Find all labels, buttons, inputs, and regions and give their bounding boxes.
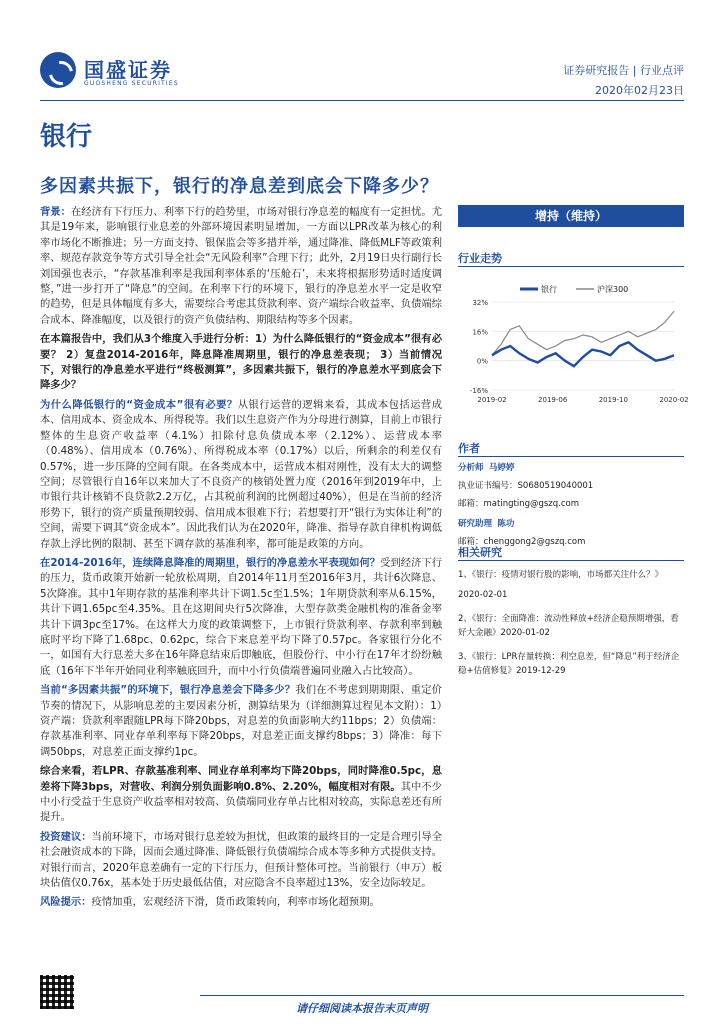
related-item[interactable]: 1、《银行：疫情对银行股的影响，市场都关注什么？》 [458,570,664,580]
trend-chart [458,278,689,408]
main-text [40,205,442,915]
legend-label-hs300: 沪深300 [597,285,629,294]
paragraph-risk: 风险提示：疫情加重，宏观经济下滑，货币政策转向，利率市场化超预期。 [40,896,380,909]
x-tick-label: 2019-02 [477,396,507,404]
paragraph-investment: 投资建议：当前环境下，市场对银行息差较为担忧，但政策的最终目的一定是合理引导全社会融资成本的下降，因而会通过降准、降低银行负债端综合成本等多种方式提供支持。对银行而言，2020年息差确有一定的下行压力，但预计整体可控。当前银行（申万）板块估值仅0.76x，基本处于历史最低估值，对应隐含不良率超过13%，安全边际较足。 [40,830,443,890]
footer-divider [200,995,684,996]
trend-heading: 行业走势 [458,252,502,265]
assistant-name: 陈功 [497,519,515,529]
paragraph-cost: 为什么降低银行的“资金成本”很有必要？从银行运营的逻辑来看，其成本包括运营成本、信用成本、资金成本、所得税等。我们以生息资产作为分母进行测算，目前上市银行整体的生息资产收益率（4.1%）扣除付息负债成本率（2.12%）、运营成本率（0.48%）、信用成本（0.76%）、所得税成本率（0.17%）以后，所剩余的利差仅有0.57%，进一步压降的空间有限。在各类成本中，运营成本相对刚性，没有太大的调整空间；尽管银行自16年以来加大了不良资产的核销处置力度（2016年到2019年中，上市银行共计核销不良贷款2.2万亿，占其税前利润的比例超过40%），但是在当前的经济形势下，银行的资产质量预期较弱、信用成本很难下行；若想要打开“银行为实体让利”的空间，需要下调其“资金成本”。因此我们认为在2020年，降准、指导存款自律机构调低存款上浮比例的限制、甚至下调存款的基准利率，都可能是政策的方向。 [40,398,443,550]
report-type: 证券研究报告 | 行业点评 [563,64,684,77]
related-heading: 相关研究 [458,546,502,559]
series-line-hs300 [492,311,674,355]
rating-badge: 增持（维持） [458,205,684,227]
related-divider [458,560,684,561]
paragraph-history: 在2014-2016年，连续降息降准的周期里，银行的净息差水平表现如何？受到经济下行的压力，货币政策开始新一轮放松周期，自2014年11月至2016年3月，共计6次降息、5次降准。其中1年期存款的基准利率共计下调1.5c至1.5%；1年期贷款利率从6.15%，共计下调1.65pc至4.35%。且在这期间央行5次降准，大型存款类金融机构的准备金率共计下调3pc至17%。在这样大力度的政策调整下，上市银行贷款利率、存款利率到触底时平均下降了1.68pc、0.62pc，综合下来息差平均下降了0.57pc。各家银行分化不一，如国有大行息差大多在16年降息结束后即触底，但股份行、中小行在17年才纷纷触底（16年下半年开始同业利率触底回升，而中小行负债端普遍同业融入占比较高）。 [40,556,442,677]
logo-text: 国盛证券 [84,58,172,82]
series-line-bank [492,342,674,366]
assistant-label: 研究助理 [458,519,493,529]
related-list [458,568,684,678]
logo-icon [40,52,76,88]
related-item[interactable]: 2、《银行：全面降准：流动性释放+经济企稳预期增强，看好大金融》2020-01-02 [458,614,679,638]
analyst-name: 马婷婷 [488,463,515,473]
authors-heading: 作者 [458,442,480,455]
report-date: 2020年02月23日 [595,84,684,97]
analyst-label: 分析师 [458,463,484,473]
authors-divider [458,456,684,457]
related-item[interactable]: 3、《银行：LPR存量转换：利空息差，但“降息”利于经济企稳+估值修复》2019-12-29 [458,652,680,676]
x-tick-label: 2019-06 [538,396,568,404]
paragraph-overview: 在本篇报告中，我们从3个维度入手进行分析：1）为什么降低银行的“资金成本”很有必要？ 2）复盘2014-2016年，降息降准周期里，银行的净息差表现； 3）当前情况下，对银行的净息差水平进行“终极测算”，多因素共振下，银行的净息差水平到底会下降多少？ [40,333,442,392]
y-tick-label: 0% [476,357,488,366]
analyst-email[interactable]: matingting@gszq.com [483,499,579,509]
legend-label-bank: 银行 [541,285,557,294]
page-title: 多因素共振下，银行的净息差到底会下降多少？ [40,176,439,197]
assistant-email[interactable]: chenggong2@gszq.com [483,537,586,547]
y-tick-label: -16% [469,387,488,395]
authors-block: 分析师 马婷婷 执业证书编号：S0680519040001 邮箱：matingting@gszq.com 研究助理 陈功 邮箱：chenggong2@gszq.com [458,463,594,547]
paragraph-summary: 综合来看，若LPR、存款基准利率、同业存单利率均下降20bps，同时降准0.5pc，息差将下降3bps，对营收、利润分别负面影响0.8%、2.20%，幅度相对有限。其中不少中小行受益于生息资产收益率相对较高、负债端同业存单占比相对较高，实际息差还有所提升。 [40,765,442,824]
license-number: S0680519040001 [517,481,594,491]
x-tick-label: 2019-10 [598,396,628,404]
trend-divider [458,266,684,267]
paragraph-background: 背景：在经济有下行压力、利率下行的趋势里，市场对银行净息差的幅度有一定担忧。尤其是19年来，影响银行业息差的外部环境因素明显增加，一方面以LPR改革为核心的利率市场化不断推进；另一方面支持、银保监会等多措并举，通过降准、降低MLF等政策利率、规范存款竞争等方式引导全社会“无风险利率”合理下行；此外，2月19日央行副行长刘国强也表示，“存款基准利率是我国利率体系的‘压舱石’，未来将根据形势适时适度调整，”进一步打开了“降息”的空间。在利率下行的环境下，银行的净息差水平一定是收窄的趋势，但是具体幅度有多大，需要综合考虑其贷款利率、资产端综合收益率、负债端综合成本、降准幅度，以及银行的资产负债结构、期限结构等多个因素。 [40,206,443,326]
related-date: 2020-02-01 [458,590,508,600]
paragraph-estimate: 当前“多因素共振”的环境下，银行净息差会下降多少？我们在不考虑到期期限、重定价节奏的情况下，从影响息差的主要因素分析，测算结果为（详细测算过程见本文附）：1）资产端：贷款利率跟随LPR每下降20bps，对息差的负面影响大约11bps；2）负债端：存款基准利率、同业存单利率每下降20bps，对息差正面支撑约8bps；3）降准：每下调50bps，对息差正面支撑约1pc。 [40,684,442,758]
y-tick-label: 16% [472,328,488,337]
y-tick-label: 32% [472,299,488,307]
sector-title: 银行 [40,122,93,152]
logo-subtext: GUOSHENG SECURITIES [84,80,179,87]
x-tick-label: 2020-02 [659,396,689,404]
footer-note: 请仔细阅读本报告末页声明 [296,1002,428,1015]
header-divider [40,100,684,101]
